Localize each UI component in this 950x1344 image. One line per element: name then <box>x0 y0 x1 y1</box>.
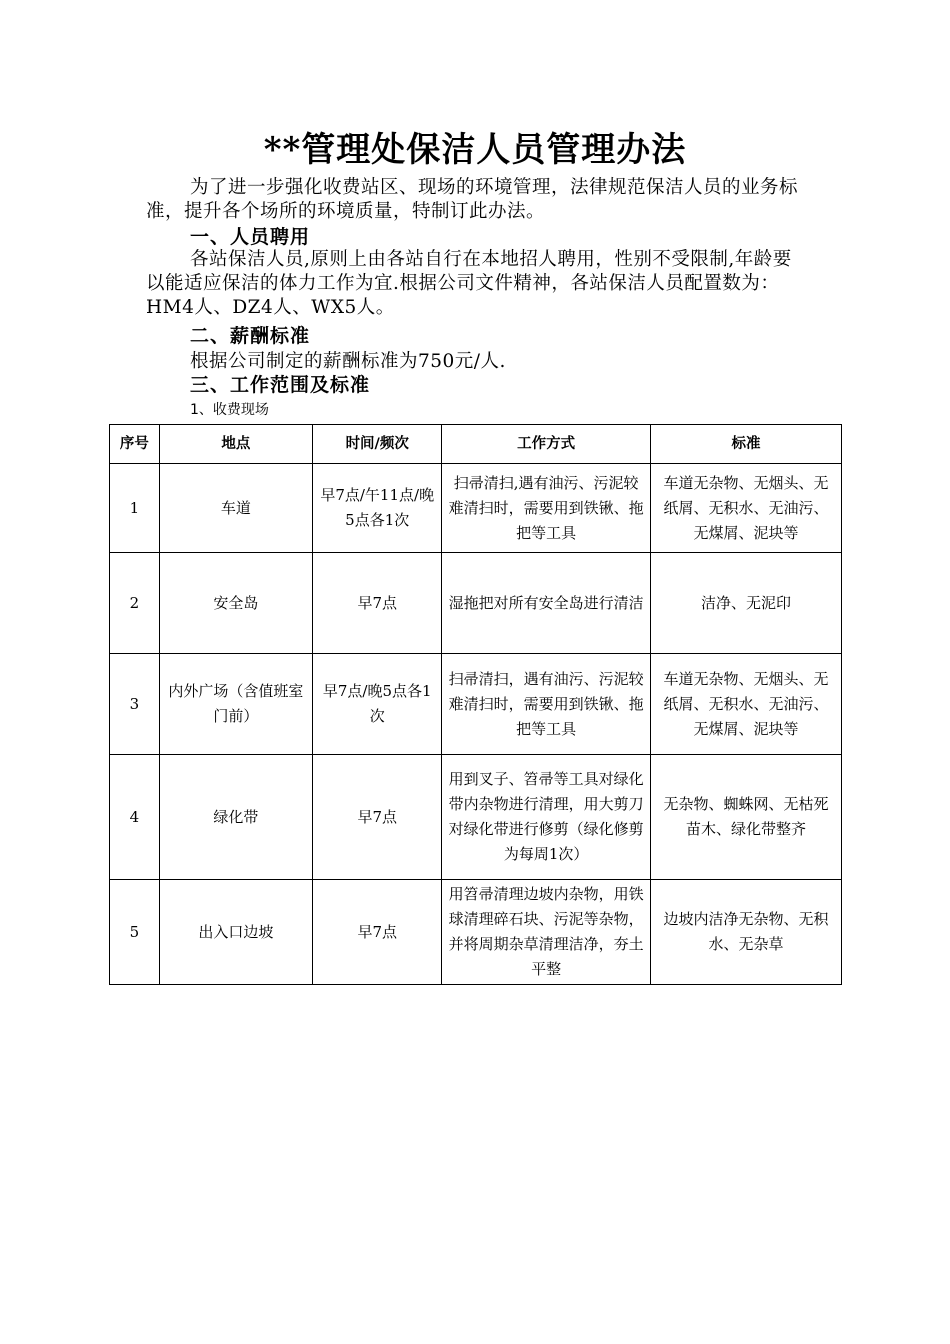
intro-paragraph <box>146 176 810 224</box>
salary-paragraph <box>146 350 810 374</box>
header-place: 地点 <box>159 425 312 464</box>
cell-time: 早7点 <box>313 553 442 654</box>
cell-no: 3 <box>110 654 160 755</box>
header-time: 时间/频次 <box>313 425 442 464</box>
table-row <box>110 755 842 880</box>
cell-place: 车道 <box>159 464 312 553</box>
cell-standard: 边坡内洁净无杂物、无积水、无杂草 <box>650 880 841 985</box>
cell-method: 扫帚清扫，遇有油污、污泥较难清扫时，需要用到铁锹、拖把等工具 <box>442 654 651 755</box>
intro-text: 为了进一步强化收费站区、现场的环境管理，法律规范保洁人员的业务标准，提升各个场所的环境质量，特制订此办法。 <box>146 177 799 222</box>
cell-method: 湿拖把对所有安全岛进行清洁 <box>442 553 651 654</box>
cell-time: 早7点 <box>313 880 442 985</box>
cell-time: 早7点 <box>313 755 442 880</box>
subheading-toll-site: 1、收费现场 <box>190 402 269 418</box>
table-row <box>110 654 842 755</box>
table-header-row <box>110 425 842 464</box>
section-heading-scope: 三、工作范围及标准 <box>190 374 371 396</box>
hiring-text: 各站保洁人员,原则上由各站自行在本地招人聘用，性别不受限制,年龄要以能适应保洁的体力工作为宜.根据公司文件精神，各站保洁人员配置数为：HM4人、DZ4人、WX5人。 <box>146 249 792 318</box>
cell-method: 扫帚清扫,遇有油污、污泥较难清扫时，需要用到铁锹、拖把等工具 <box>442 464 651 553</box>
header-method: 工作方式 <box>442 425 651 464</box>
cell-no: 4 <box>110 755 160 880</box>
cell-standard: 无杂物、蜘蛛网、无枯死苗木、绿化带整齐 <box>650 755 841 880</box>
cell-place: 出入口边坡 <box>159 880 312 985</box>
table-row <box>110 464 842 553</box>
section-heading-salary: 二、薪酬标准 <box>190 325 311 347</box>
cell-place: 绿化带 <box>159 755 312 880</box>
cell-time: 早7点/午11点/晚5点各1次 <box>313 464 442 553</box>
cell-standard: 车道无杂物、无烟头、无纸屑、无积水、无油污、无煤屑、泥块等 <box>650 654 841 755</box>
cell-time: 早7点/晚5点各1次 <box>313 654 442 755</box>
section-heading-hiring: 一、人员聘用 <box>190 226 311 248</box>
cell-method: 用笤帚清理边坡内杂物，用铁球清理碎石块、污泥等杂物，并将周期杂草清理洁净，夯土平整 <box>442 880 651 985</box>
header-standard: 标准 <box>650 425 841 464</box>
document-title: **管理处保洁人员管理办法 <box>263 130 687 170</box>
cell-standard: 洁净、无泥印 <box>650 553 841 654</box>
table-row <box>110 880 842 985</box>
work-standard-table <box>109 424 842 985</box>
cell-method: 用到叉子、笤帚等工具对绿化带内杂物进行清理，用大剪刀对绿化带进行修剪（绿化修剪为每周1次） <box>442 755 651 880</box>
cell-no: 2 <box>110 553 160 654</box>
salary-text: 根据公司制定的薪酬标准为750元/人. <box>190 351 506 372</box>
table-row <box>110 553 842 654</box>
header-no: 序号 <box>110 425 160 464</box>
cell-no: 5 <box>110 880 160 985</box>
cell-standard: 车道无杂物、无烟头、无纸屑、无积水、无油污、无煤屑、泥块等 <box>650 464 841 553</box>
cell-place: 内外广场（含值班室门前） <box>159 654 312 755</box>
cell-no: 1 <box>110 464 160 553</box>
hiring-paragraph <box>146 248 810 320</box>
cell-place: 安全岛 <box>159 553 312 654</box>
